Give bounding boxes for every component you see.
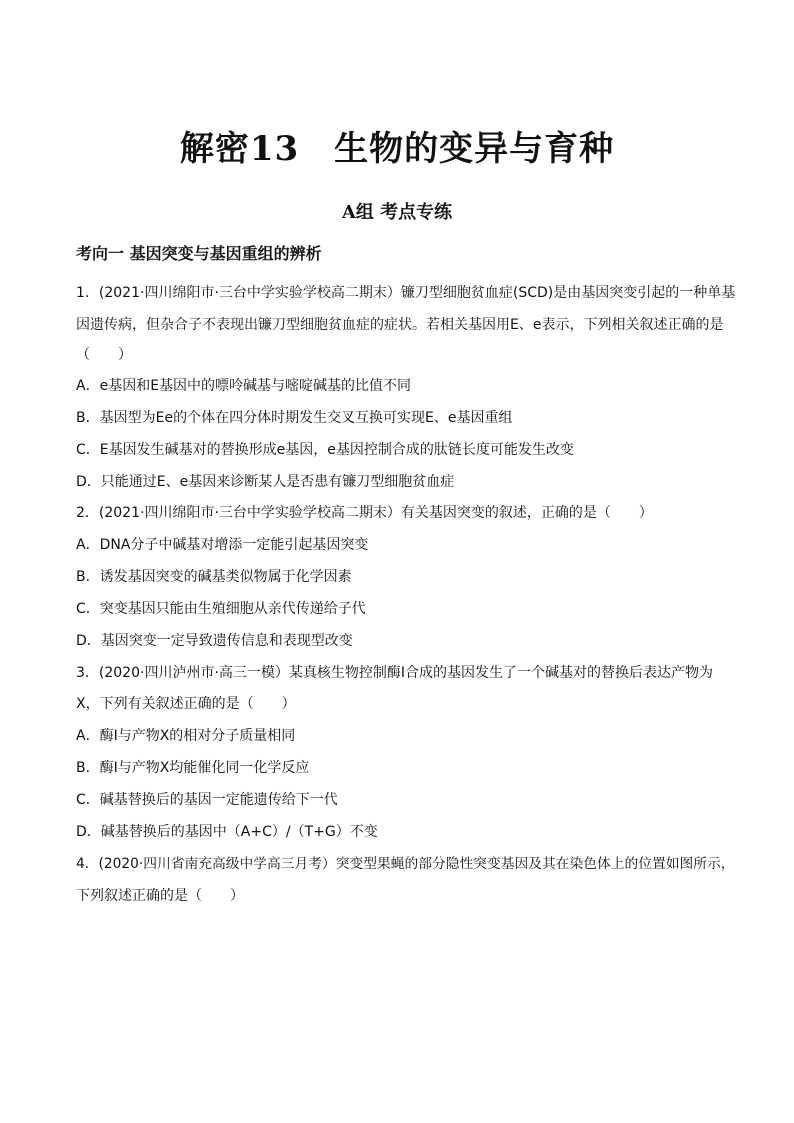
question-2-option-d: D．基因突变一定导致遗传信息和表现型改变 — [76, 633, 353, 649]
question-1-stem-line-2: 因遗传病，但杂合子不表现出镰刀型细胞贫血症的症状。若相关基因用E、e表示，下列相关叙述正确的是 — [76, 317, 724, 333]
question-1-stem-line-3: （ ） — [76, 347, 132, 363]
question-4-stem-line-2: 下列叙述正确的是（ ） — [76, 888, 244, 904]
question-3-option-c: C．碱基替换后的基因一定能遗传给下一代 — [76, 792, 338, 808]
question-3-option-a: A．酶Ⅰ与产物X的相对分子质量相同 — [76, 728, 296, 744]
question-3-stem-line-1: 3．(2020·四川泸州市·高三一模）某真核生物控制酶Ⅰ合成的基因发生了一个碱基对的替换后表达产物为 — [76, 665, 714, 681]
question-1-option-a: A．e基因和E基因中的嘌呤碱基与嘧啶碱基的比值不同 — [76, 378, 412, 394]
question-1-option-b: B．基因型为Ee的个体在四分体时期发生交叉互换可实现E、e基因重组 — [76, 410, 513, 426]
question-2-option-c: C．突变基因只能由生殖细胞从亲代传递给子代 — [76, 601, 366, 617]
question-4-stem-line-1: 4．(2020·四川省南充高级中学高三月考）突变型果蝇的部分隐性突变基因及其在染色体上的位置如图所示， — [76, 856, 735, 872]
question-2-option-b: B．诱发基因突变的碱基类似物属于化学因素 — [76, 569, 352, 585]
question-1-stem-line-1: 1．(2021·四川绵阳市·三台中学实验学校高二期末）镰刀型细胞贫血症(SCD)是由基因突变引起的一种单基 — [76, 285, 736, 301]
question-2-option-a: A．DNA分子中碱基对增添一定能引起基因突变 — [76, 537, 369, 553]
question-1-option-c: C．E基因发生碱基对的替换形成e基因，e基因控制合成的肽链长度可能发生改变 — [76, 442, 574, 458]
question-3-option-b: B．酶Ⅰ与产物X均能催化同一化学反应 — [76, 760, 310, 776]
question-3-option-d: D．碱基替换后的基因中（A+C）/（T+G）不变 — [76, 824, 378, 840]
question-1-option-d: D．只能通过E、e基因来诊断某人是否患有镰刀型细胞贫血症 — [76, 474, 455, 490]
question-2-stem-line-1: 2．(2021·四川绵阳市·三台中学实验学校高二期末）有关基因突变的叙述，正确的是（ ） — [76, 505, 653, 521]
question-3-stem-line-2: X，下列有关叙述正确的是（ ） — [76, 696, 296, 712]
page-title: 解密13 生物的变异与育种 — [179, 129, 615, 169]
section-title: 考向一 基因突变与基因重组的辨析 — [76, 244, 322, 263]
group-title: A组 考点专练 — [341, 202, 453, 223]
